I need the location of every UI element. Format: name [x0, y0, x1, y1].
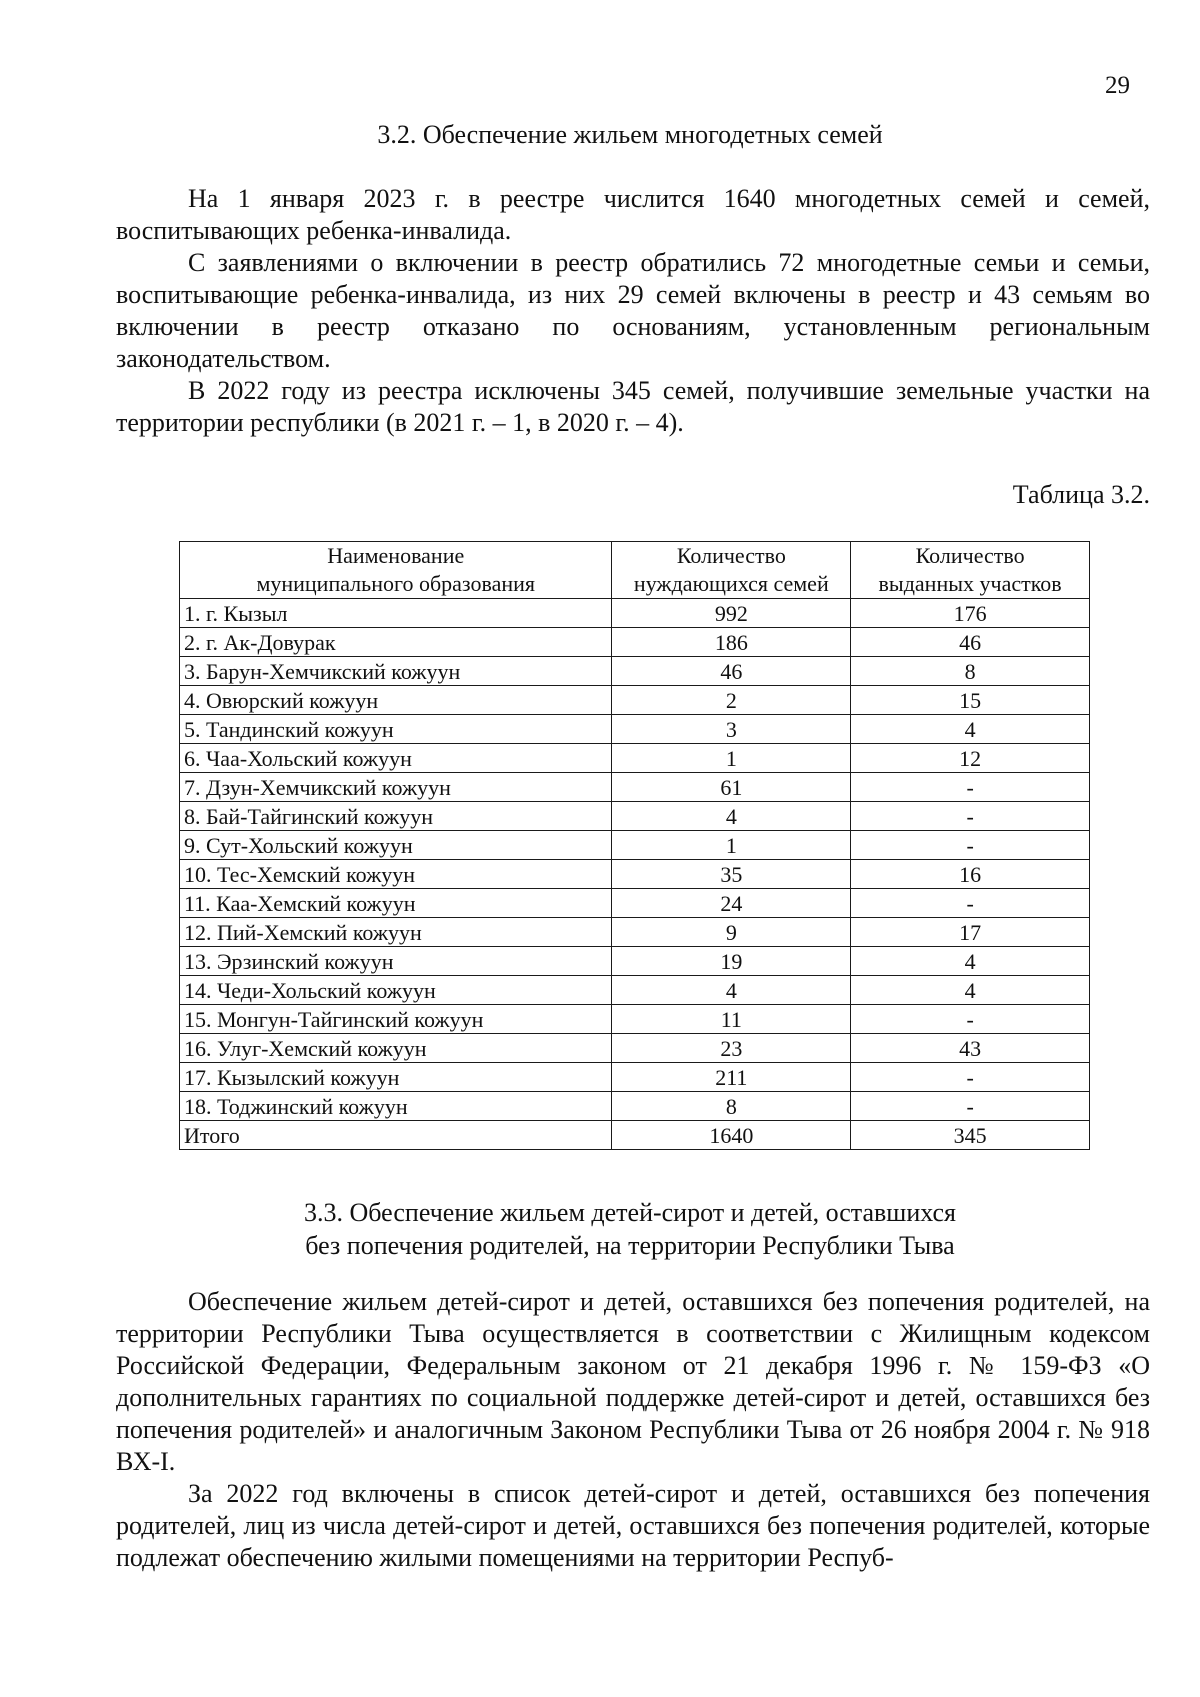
cell-needing: 2 — [612, 686, 851, 715]
cell-issued: - — [851, 1092, 1090, 1121]
cell-name: 2. г. Ак-Довурак — [180, 628, 612, 657]
table-row — [180, 918, 1090, 947]
cell-name: 13. Эрзинский кожуун — [180, 947, 612, 976]
cell-issued: 15 — [851, 686, 1090, 715]
cell-issued: 17 — [851, 918, 1090, 947]
table-row — [180, 860, 1090, 889]
cell-issued: 4 — [851, 715, 1090, 744]
cell-name: 16. Улуг-Хемский кожуун — [180, 1034, 612, 1063]
cell-needing: 8 — [612, 1092, 851, 1121]
cell-name: 1. г. Кызыл — [180, 599, 612, 628]
cell-name: 8. Бай-Тайгинский кожуун — [180, 802, 612, 831]
cell-issued: - — [851, 773, 1090, 802]
cell-issued: - — [851, 831, 1090, 860]
cell-name: 4. Овюрский кожуун — [180, 686, 612, 715]
cell-needing: 19 — [612, 947, 851, 976]
cell-needing: 61 — [612, 773, 851, 802]
paragraph: С заявлениями о включении в реестр обратились 72 многодетные семьи и семьи, воспитывающие ребенка-инвалида, из них 29 семей включены в реестр и 43 семьям во включении в реестр отказано по основаниям, установленным региональным законодательством. — [116, 248, 1150, 373]
cell-name: 18. Тоджинский кожуун — [180, 1092, 612, 1121]
cell-issued: 345 — [851, 1121, 1090, 1150]
cell-issued: 8 — [851, 657, 1090, 686]
table-row — [180, 744, 1090, 773]
cell-needing: 46 — [612, 657, 851, 686]
cell-name: 10. Тес-Хемский кожуун — [180, 860, 612, 889]
cell-name: 12. Пий-Хемский кожуун — [180, 918, 612, 947]
cell-name: 17. Кызылский кожуун — [180, 1063, 612, 1092]
cell-issued: 4 — [851, 976, 1090, 1005]
cell-needing: 186 — [612, 628, 851, 657]
paragraph: За 2022 год включены в список детей-сирот и детей, оставшихся без попечения родителей, лиц из числа детей-сирот и детей, оставшихся без попечения родителей, которые подлежат обеспечению жилыми помещениями на территории Респуб- — [116, 1479, 1150, 1572]
header-needing-families: Количество нуждающихся семей — [612, 542, 851, 599]
cell-needing: 1640 — [612, 1121, 851, 1150]
cell-name: 7. Дзун-Хемчикский кожуун — [180, 773, 612, 802]
cell-needing: 211 — [612, 1063, 851, 1092]
cell-needing: 1 — [612, 744, 851, 773]
paragraph: В 2022 году из реестра исключены 345 семей, получившие земельные участки на территории республики (в 2021 г. – 1, в 2020 г. – 4). — [116, 376, 1150, 437]
table-row — [180, 947, 1090, 976]
cell-issued: 176 — [851, 599, 1090, 628]
cell-needing: 3 — [612, 715, 851, 744]
cell-needing: 1 — [612, 831, 851, 860]
section-3-3-body — [116, 1286, 1150, 1574]
table-row — [180, 628, 1090, 657]
cell-issued: - — [851, 889, 1090, 918]
cell-needing: 24 — [612, 889, 851, 918]
header-municipality: Наименование муниципального образования — [180, 542, 612, 599]
table-row — [180, 657, 1090, 686]
cell-issued: 16 — [851, 860, 1090, 889]
section-3-3-title: 3.3. Обеспечение жильем детей-сирот и детей, оставшихся без попечения родителей, на территории Республики Тыва — [304, 1198, 956, 1260]
paragraph: Обеспечение жильем детей-сирот и детей, оставшихся без попечения родителей, на территории Республики Тыва осуществляется в соответствии с Жилищным кодексом Российской Федерации, Федеральным законом от 21 декабря 1996 г. № 159-ФЗ «О дополнительных гарантиях по социальной поддержке детей-сирот и детей, оставшихся без попечения родителей» и аналогичным Законом Республики Тыва от 26 ноября 2004 г. № 918 ВХ-I. — [116, 1287, 1150, 1476]
cell-name: 6. Чаа-Хольский кожуун — [180, 744, 612, 773]
table-total-row — [180, 1121, 1090, 1150]
cell-needing: 9 — [612, 918, 851, 947]
table-row — [180, 599, 1090, 628]
section-3-2-body — [116, 183, 1150, 439]
cell-name: 5. Тандинский кожуун — [180, 715, 612, 744]
table-row — [180, 831, 1090, 860]
cell-name: 9. Сут-Хольский кожуун — [180, 831, 612, 860]
paragraph: На 1 января 2023 г. в реестре числится 1640 многодетных семей и семей, воспитывающих ребенка-инвалида. — [116, 184, 1150, 245]
table-header-row — [180, 542, 1090, 599]
cell-issued: 4 — [851, 947, 1090, 976]
cell-issued: 43 — [851, 1034, 1090, 1063]
header-issued-plots: Количество выданных участков — [851, 542, 1090, 599]
cell-needing: 4 — [612, 802, 851, 831]
section-3-2-title: 3.2. Обеспечение жильем многодетных семей — [377, 120, 883, 149]
table-row — [180, 1005, 1090, 1034]
cell-issued: 12 — [851, 744, 1090, 773]
cell-name: 11. Каа-Хемский кожуун — [180, 889, 612, 918]
cell-needing: 11 — [612, 1005, 851, 1034]
cell-needing: 4 — [612, 976, 851, 1005]
page-number: 29 — [1105, 72, 1130, 99]
table-caption: Таблица 3.2. — [1012, 480, 1150, 509]
cell-needing: 992 — [612, 599, 851, 628]
cell-issued: - — [851, 1005, 1090, 1034]
table-row — [180, 715, 1090, 744]
cell-issued: - — [851, 802, 1090, 831]
cell-name: 14. Чеди-Хольский кожуун — [180, 976, 612, 1005]
cell-name: Итого — [180, 1121, 612, 1150]
table-row — [180, 1034, 1090, 1063]
cell-issued: 46 — [851, 628, 1090, 657]
cell-name: 3. Барун-Хемчикский кожуун — [180, 657, 612, 686]
table-row — [180, 802, 1090, 831]
families-table — [179, 541, 1090, 1150]
table-row — [180, 976, 1090, 1005]
cell-name: 15. Монгун-Тайгинский кожуун — [180, 1005, 612, 1034]
table-row — [180, 773, 1090, 802]
table-row — [180, 889, 1090, 918]
table-row — [180, 1092, 1090, 1121]
cell-issued: - — [851, 1063, 1090, 1092]
table-row — [180, 1063, 1090, 1092]
table-row — [180, 686, 1090, 715]
cell-needing: 35 — [612, 860, 851, 889]
cell-needing: 23 — [612, 1034, 851, 1063]
